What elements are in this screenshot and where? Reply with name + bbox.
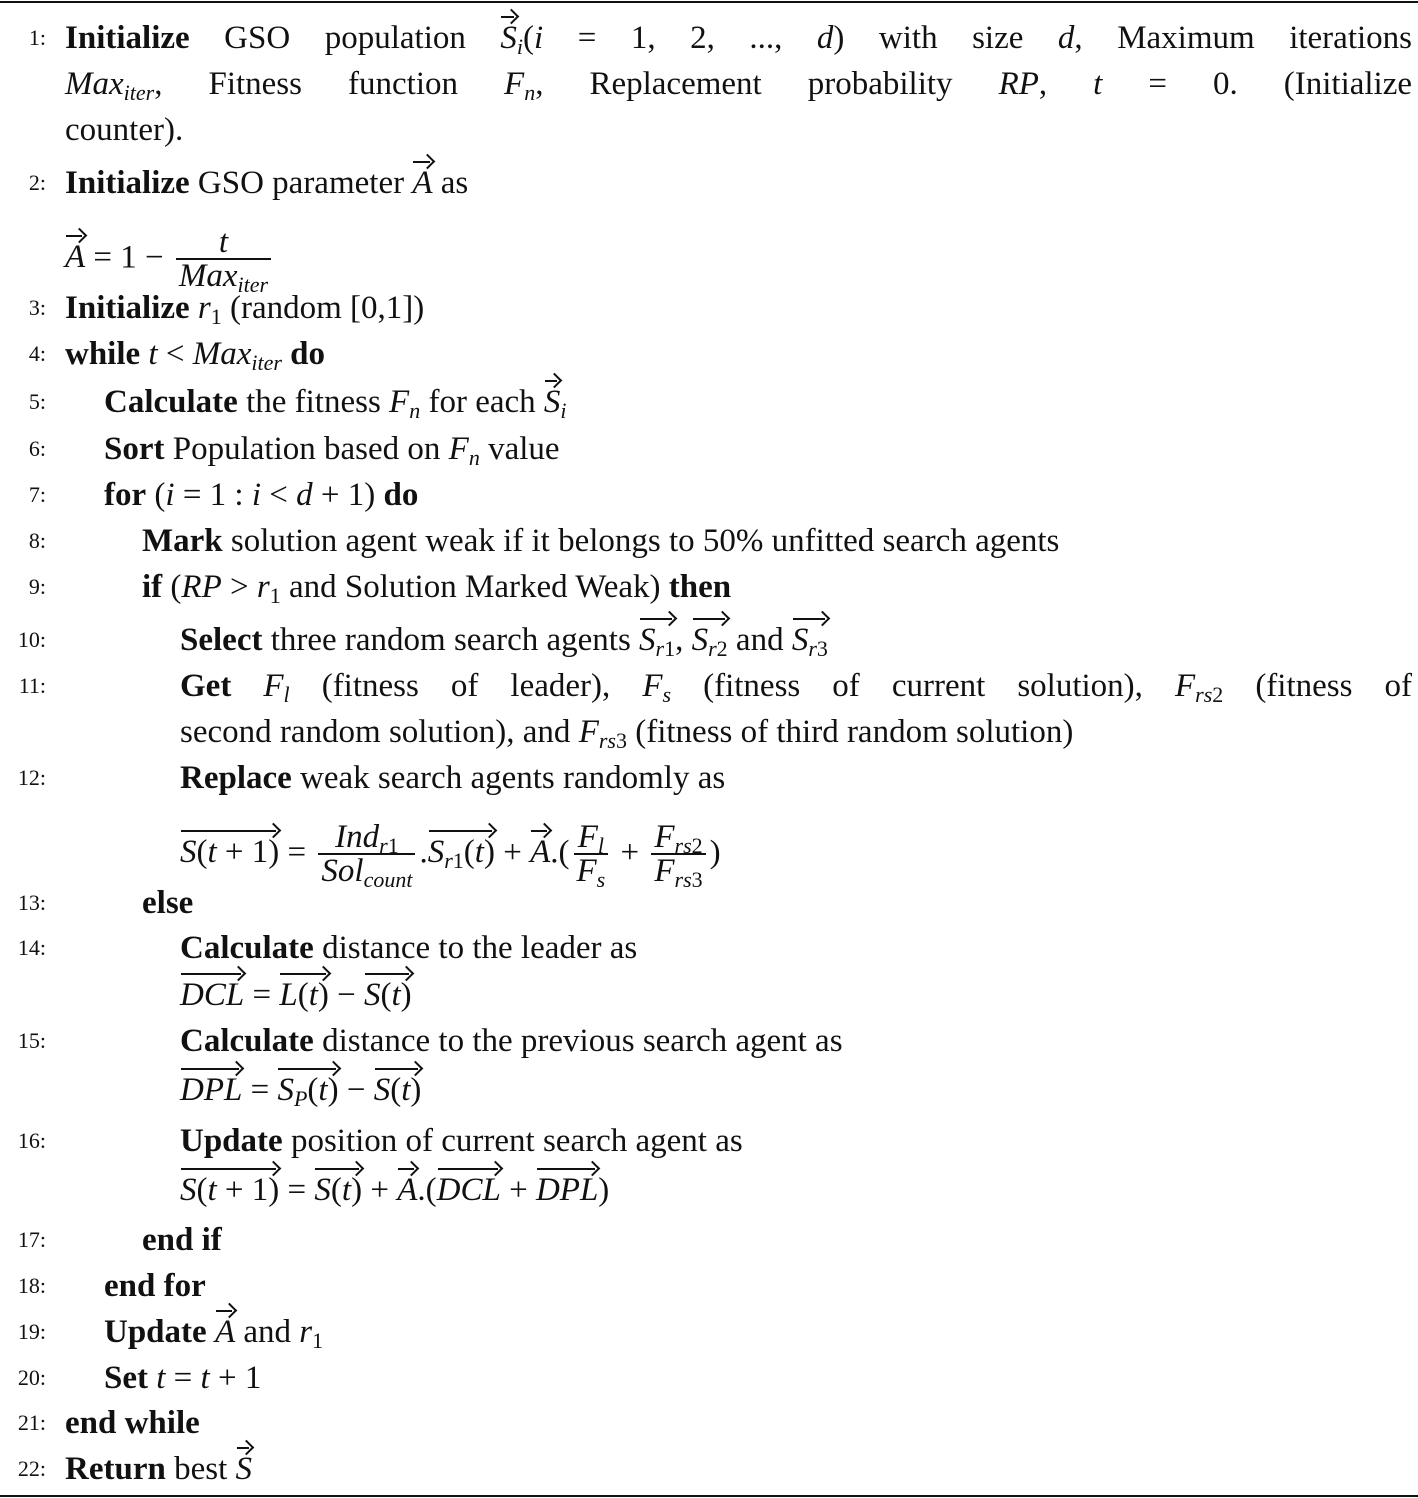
vector [180,1174,279,1207]
text: .( [550,834,570,871]
text: ) [327,1072,339,1108]
text: < [157,336,193,372]
algorithm-line [65,285,424,331]
keyword: while [65,336,141,372]
text: weak search agents randomly as [291,760,726,796]
line-number: 6: [28,436,46,461]
math-subscript: P [293,1086,308,1111]
math-symbol: r [299,1314,313,1350]
algorithm-line [65,331,325,377]
text: ( [390,1072,402,1108]
math-subscript: 3 [691,867,703,893]
line-number: 8: [28,528,46,553]
line-number: 17: [17,1227,46,1252]
math-symbol: F [389,384,410,420]
math-symbol: RP [181,569,222,605]
algorithm-line [142,564,731,610]
keyword: for [104,477,147,513]
math-subscript: 2 [691,833,703,858]
text: Population based on [164,431,449,467]
keyword: Sort [104,431,165,467]
text: (fitness of [1223,668,1412,704]
text: best [165,1451,236,1487]
algorithm-line [65,224,275,298]
math-symbol: Max [192,336,252,372]
math-subscript: 1 [387,833,399,858]
keyword: Mark [142,523,223,559]
text [190,290,198,326]
text: ) [400,977,412,1013]
algorithm-line [180,617,828,663]
text: ( [196,1172,208,1208]
math-symbol: S [277,1072,294,1108]
math-subscript: s [596,867,606,893]
algorithm-line [180,1167,609,1213]
text: and [235,1314,300,1350]
vector [412,167,432,200]
algorithm-line [142,1217,222,1263]
fraction-denominator [318,853,415,893]
math-symbol: t [148,336,158,372]
math-subscript: 1 [269,583,281,608]
fraction-numerator [651,819,705,858]
math-symbol: S [363,977,381,1013]
line-number: 14: [17,935,46,960]
vector [364,979,412,1012]
math-symbol: F [654,853,675,890]
keyword: then [668,569,732,605]
text: = 0. (Initialize [1102,66,1413,102]
keyword: Calculate [180,930,314,966]
math-symbol: S [427,834,445,871]
keyword: Initialize [65,165,190,201]
text: (fitness of leader), [289,668,643,704]
keyword: Initialize [65,20,190,56]
keyword: end if [142,1222,222,1258]
math-symbol: Ind [335,819,380,855]
algorithm-line [65,1446,252,1492]
algorithm-line [65,15,1412,61]
algorithm-line [104,1309,323,1355]
text: + 1) [216,834,280,871]
vector [180,1074,242,1107]
math-symbol: A [214,1314,236,1350]
keyword: Replace [180,760,292,796]
text: ) [483,834,495,871]
algorithm-line [180,1118,743,1164]
math-symbol: t [207,834,217,871]
math-subscript: r [444,848,453,874]
algorithm-line [104,1355,261,1401]
fraction-numerator [574,819,609,858]
text: ) [317,977,329,1013]
math-symbol: S [791,622,809,658]
text: distance to the previous search agent as [313,1023,843,1059]
math-symbol: t [156,1360,166,1396]
math-symbol: t [401,1072,411,1108]
algorithm-line [142,518,1059,564]
math-symbol: t [318,1072,328,1108]
text: . [419,834,428,871]
vector [374,1074,422,1107]
text: − [328,977,364,1013]
fraction [651,819,705,893]
line-number: 9: [28,574,46,599]
line-number: 21: [17,1410,46,1435]
text: = [165,1360,201,1396]
math-symbol: DPL [180,1072,243,1108]
keyword: else [142,885,194,921]
text: (fitness of third random solution) [626,714,1074,750]
text: , [1038,66,1094,102]
vector [397,1174,417,1207]
keyword: do [290,336,326,372]
math-symbol: S [373,1072,391,1108]
fraction-numerator [318,819,415,858]
fraction-numerator [176,224,271,260]
math-symbol: S [500,20,517,56]
math-subscript: count [363,867,413,893]
math-subscript: 2 [1212,682,1224,707]
math-symbol: S [314,1172,331,1208]
math-subscript: rs [598,728,616,753]
vector [277,1072,339,1111]
text: = [279,834,315,871]
text: ( [330,1172,342,1208]
line-number: 22: [17,1456,46,1481]
keyword: Initialize [65,290,190,326]
line-number: 18: [17,1273,46,1298]
math-symbol: F [642,668,663,704]
keyword: do [383,477,419,513]
math-subscript: 1 [664,636,676,661]
text: ( [146,477,166,513]
math-symbol: t [474,834,484,871]
text: counter). [65,112,184,148]
math-symbol: A [412,165,433,201]
line-number: 4: [28,341,46,366]
math-subscript: l [283,682,290,707]
math-symbol: S [543,384,561,420]
math-symbol: t [308,977,318,1013]
text: , Maximum iterations [1074,20,1413,56]
text: second random solution), and [180,714,579,750]
line-number: 12: [17,765,46,790]
algorithm-line [180,925,637,971]
vector [536,1174,598,1207]
math-subscript: rs [674,833,692,858]
vector [236,1453,253,1486]
line-number: 13: [17,890,46,915]
math-symbol: A [397,1172,418,1208]
math-symbol: S [180,834,197,871]
text: + 1) [312,477,384,513]
text: = [242,1072,278,1108]
keyword: Calculate [104,384,238,420]
text: and Solution Marked Weak) [280,569,669,605]
fraction-denominator [574,853,609,893]
vector [215,1316,235,1349]
line-number: 20: [17,1365,46,1390]
text: ( [523,20,535,56]
math-symbol: t [391,977,401,1013]
math-subscript: r [808,636,817,661]
math-subscript: iter [251,350,282,375]
text: GSO parameter [189,165,413,201]
math-symbol: S [180,1172,197,1208]
keyword: Return [65,1451,166,1487]
text: , Replacement probability [535,66,999,102]
math-subscript: 3 [816,636,828,661]
text: > [221,569,257,605]
math-symbol: F [577,819,598,855]
math-subscript: 1 [452,848,464,874]
fraction [318,819,415,893]
math-subscript: 1 [210,304,222,329]
text: + [494,834,531,871]
math-subscript: 1 [312,1328,324,1353]
math-symbol: S [691,622,709,658]
fraction [574,819,609,893]
text: ( [380,977,392,1013]
line-number: 5: [28,389,46,414]
text: , [675,622,692,658]
math-symbol: L [279,977,298,1013]
keyword: Get [180,668,232,704]
math-subscript: i [516,34,524,59]
math-subscript: rs [1195,682,1213,707]
line-number: 1: [28,25,46,50]
fraction-denominator [651,853,705,893]
vector [544,386,561,419]
math-symbol: F [1174,668,1196,704]
text: < [261,477,297,513]
algorithm-line [180,663,1412,709]
text: ( [307,1072,319,1108]
vector [530,836,550,869]
vector [314,1174,362,1207]
math-subscript: rs [674,867,692,893]
text: solution agent weak if it belongs to 50% unfitted search agents [222,523,1060,559]
math-symbol: i [251,477,262,513]
keyword: Calculate [180,1023,314,1059]
algorithm-line [180,1018,843,1064]
text: = 1, 2, ..., [543,20,817,56]
math-symbol: Max [65,66,124,102]
algorithm-line [180,972,412,1018]
math-subscript: r [655,636,665,661]
algorithm-line [180,709,1073,755]
math-subscript: s [662,682,672,707]
algorithm-line [104,472,418,518]
algorithm-line [180,819,721,893]
math-subscript: l [597,833,605,858]
text: (random [0,1]) [221,290,425,326]
math-symbol: F [448,431,469,467]
vector [691,622,728,661]
math-symbol: r [197,290,211,326]
keyword: Update [104,1314,207,1350]
math-symbol: A [530,834,551,871]
text: = [279,1172,315,1208]
bottom-rule [0,1495,1418,1497]
algorithm-line [142,880,193,926]
math-subscript: n [409,398,421,423]
math-symbol: i [165,477,175,513]
vector [791,622,828,661]
vector [437,1174,501,1207]
math-symbol: t [1093,66,1103,102]
text: ) [351,1172,363,1208]
text: ) [598,1172,610,1208]
text: + 1) [216,1172,280,1208]
keyword: Set [104,1360,148,1396]
math-symbol: S [235,1451,252,1487]
math-subscript: 3 [615,728,627,753]
text: ( [196,834,208,871]
text [282,336,290,372]
keyword: Select [180,622,263,658]
math-symbol: i [534,20,544,56]
text [148,1360,156,1396]
text: ) [709,834,721,871]
math-subscript: r [708,636,717,661]
math-symbol: A [65,239,86,276]
line-number: 7: [28,482,46,507]
text [231,668,263,704]
text: ( [297,977,309,1013]
math-subscript: n [468,445,480,470]
math-symbol: t [218,224,229,260]
text: ) [410,1072,422,1108]
algorithm-line [104,379,567,425]
fraction [176,224,271,298]
algorithm-line [180,755,725,801]
line-number: 10: [17,627,46,652]
math-symbol: F [576,853,597,890]
math-symbol: t [200,1360,210,1396]
top-rule [0,1,1418,3]
algorithm-line [65,61,1412,107]
vector [180,836,279,869]
algorithm-line [65,107,183,153]
text: ) with size [833,20,1058,56]
text: value [479,431,560,467]
text: the fitness [237,384,390,420]
math-symbol: Max [178,258,238,295]
math-symbol: F [263,668,284,704]
math-symbol: DCL [180,977,245,1013]
keyword: if [142,569,163,605]
keyword: end while [65,1405,200,1441]
math-symbol: F [654,819,675,855]
math-symbol: F [504,66,525,102]
math-symbol: DPL [535,1172,599,1208]
math-symbol: S [639,622,656,658]
algorithm-line [180,1067,421,1113]
text: + [500,1172,536,1208]
keyword: end for [104,1268,206,1304]
algorithm-line [65,1400,200,1446]
math-symbol: Sol [321,853,364,890]
text: + [612,834,648,871]
text: distance to the leader as [313,930,638,966]
algorithm-line [104,426,560,472]
text: (fitness of current solution), [671,668,1175,704]
line-number: 15: [17,1028,46,1053]
math-symbol: d [816,20,834,56]
text: ( [463,834,475,871]
math-symbol: d [1057,20,1075,56]
math-symbol: DCL [436,1172,501,1208]
text: + 1 [209,1360,262,1396]
text: = 1 : [174,477,252,513]
text: ( [162,569,182,605]
text: − [338,1072,374,1108]
vector [65,241,85,274]
text: .( [417,1172,437,1208]
text: = [244,977,280,1013]
text: position of current search agent as [282,1123,743,1159]
vector [639,622,676,661]
math-subscript: iter [237,272,269,298]
vector [500,22,517,55]
text: + [362,1172,398,1208]
text: three random search agents [262,622,640,658]
math-symbol: RP [998,66,1039,102]
math-symbol: t [207,1172,217,1208]
line-number: 3: [28,295,46,320]
math-symbol: r [256,569,270,605]
math-symbol: F [578,714,599,750]
text [207,1314,215,1350]
text: = 1 − [85,239,172,276]
vector [180,979,244,1012]
text: for each [420,384,544,420]
vector [427,834,495,874]
algorithm-line [104,1263,206,1309]
text: and [727,622,792,658]
math-subscript: 2 [716,636,728,661]
algorithm-line [65,160,468,206]
math-subscript: r [379,833,388,858]
text: as [432,165,469,201]
text: , Fitness function [154,66,505,102]
line-number: 2: [28,170,46,195]
line-number: 19: [17,1319,46,1344]
text: GSO population [189,20,501,56]
line-number: 16: [17,1128,46,1153]
math-symbol: t [341,1172,352,1208]
math-subscript: n [524,80,536,105]
vector [279,979,329,1012]
math-symbol: d [296,477,313,513]
keyword: Update [180,1123,283,1159]
math-subscript: iter [123,80,155,105]
math-subscript: i [560,398,567,423]
line-number: 11: [18,673,46,698]
